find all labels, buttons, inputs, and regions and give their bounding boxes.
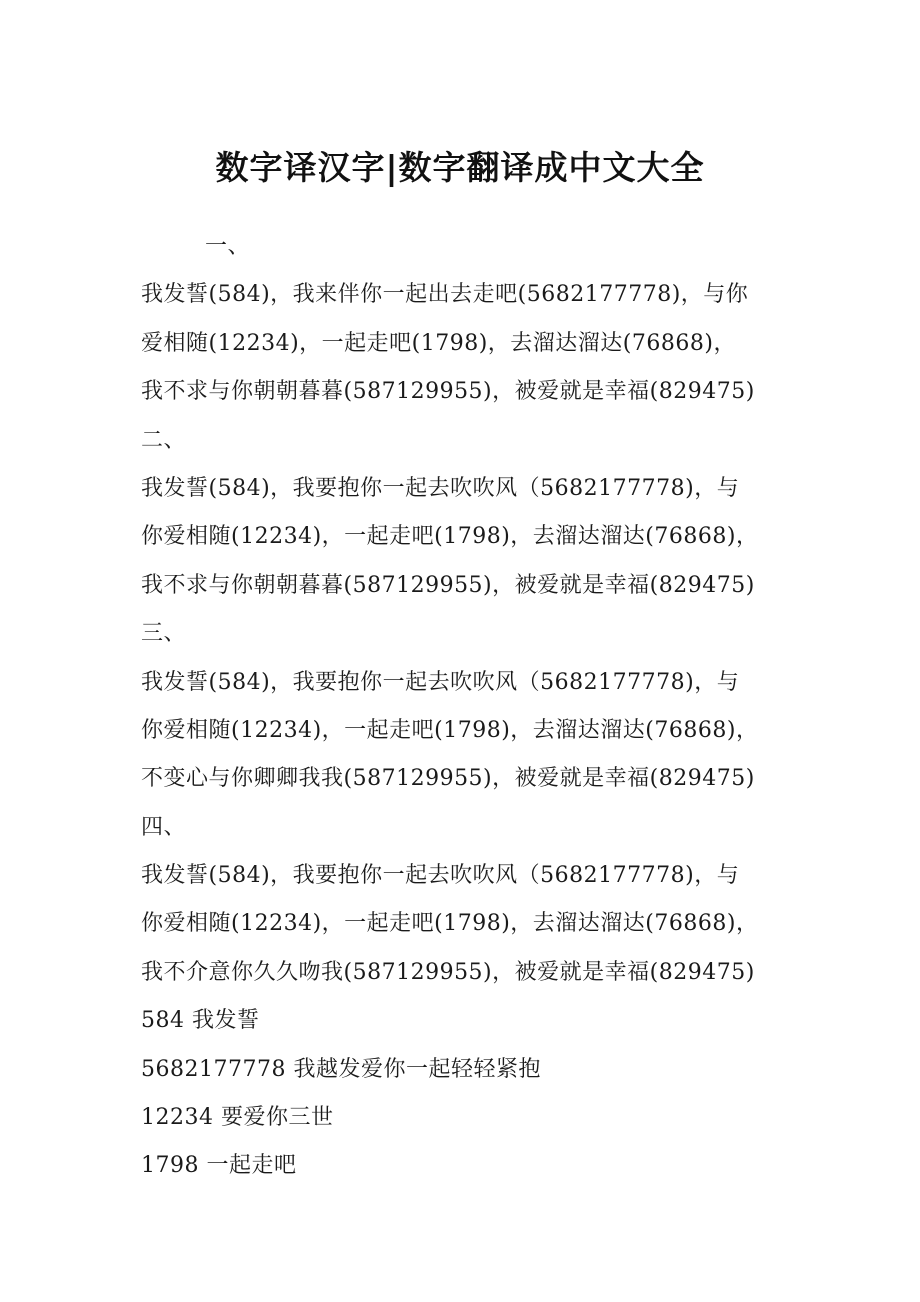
document-title: 数字译汉字|数字翻译成中文大全 bbox=[215, 148, 705, 187]
body-line: 我发誓(584)，我要抱你一起去吹吹风（5682177778)，与 bbox=[141, 669, 740, 695]
body-line: 我不求与你朝朝暮暮(587129955)，被爱就是幸福(829475) bbox=[141, 379, 755, 405]
body-line: 你爱相随(12234)，一起走吧(1798)，去溜达溜达(76868)， bbox=[141, 524, 759, 550]
body-line: 我发誓(584)，我来伴你一起出去走吧(5682177778)，与你 bbox=[141, 282, 749, 308]
body-line: 不变心与你卿卿我我(587129955)，被爱就是幸福(829475) bbox=[141, 766, 755, 792]
body-line: 爱相随(12234)，一起走吧(1798)，去溜达溜达(76868)， bbox=[141, 330, 736, 356]
code-meaning-line: 5682177778 我越发爱你一起轻轻紧抱 bbox=[141, 1056, 541, 1082]
body-line: 我发誓(584)，我要抱你一起去吹吹风（5682177778)，与 bbox=[141, 475, 740, 501]
section-heading-3: 三、 bbox=[141, 621, 187, 647]
body-line: 我发誓(584)，我要抱你一起去吹吹风（5682177778)，与 bbox=[141, 863, 740, 889]
body-line: 我不求与你朝朝暮暮(587129955)，被爱就是幸福(829475) bbox=[141, 572, 755, 598]
body-line: 我不介意你久久吻我(587129955)，被爱就是幸福(829475) bbox=[141, 959, 755, 985]
code-meaning-line: 12234 要爱你三世 bbox=[141, 1105, 334, 1131]
document-body bbox=[141, 223, 781, 1191]
code-meaning-line: 1798 一起走吧 bbox=[141, 1153, 297, 1179]
section-heading-4: 四、 bbox=[141, 814, 187, 840]
section-heading-2: 二、 bbox=[141, 427, 187, 453]
body-line: 你爱相随(12234)，一起走吧(1798)，去溜达溜达(76868)， bbox=[141, 717, 759, 743]
body-line: 你爱相随(12234)，一起走吧(1798)，去溜达溜达(76868)， bbox=[141, 911, 759, 937]
section-heading-1: 一、 bbox=[205, 234, 251, 259]
code-meaning-line: 584 我发誓 bbox=[141, 1008, 260, 1034]
